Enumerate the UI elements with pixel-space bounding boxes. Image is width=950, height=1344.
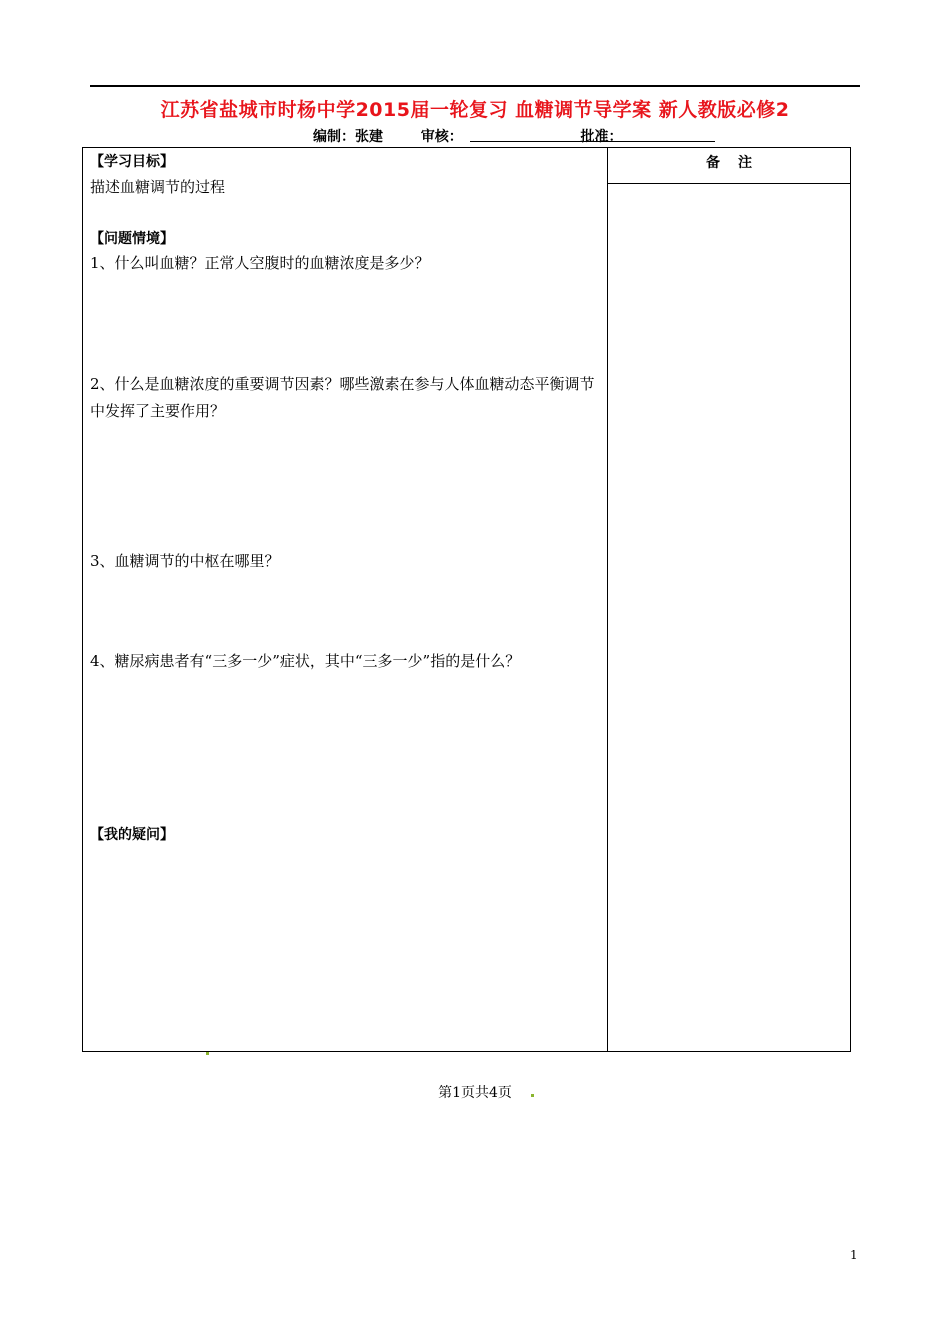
speck-mark: [531, 1094, 534, 1097]
objectives-text: 描述血糖调节的过程: [90, 178, 226, 196]
credits-line: [313, 126, 623, 146]
compiler-label: 编制：张建: [313, 129, 383, 145]
page-info: 第1页共4页: [438, 1085, 512, 1101]
page-footer: [0, 1082, 950, 1102]
credits-underline: [470, 141, 715, 142]
question-2: 2、什么是血糖浓度的重要调节因素？哪些激素在参与人体血糖动态平衡调节中发挥了主要作用？: [90, 375, 595, 420]
question-4: 4、糖尿病患者有“三多一少”症状，其中“三多一少”指的是什么？: [90, 652, 521, 670]
my-questions-heading: 【我的疑问】: [90, 827, 174, 843]
objectives-heading: 【学习目标】: [90, 154, 174, 170]
reviewer-label: 审核：: [420, 129, 463, 145]
approver-label: 批准：: [580, 129, 623, 145]
page-number: 1: [850, 1248, 858, 1262]
notes-column-header: 备注: [706, 155, 770, 171]
column-divider: [607, 147, 608, 1052]
question-1: 1、什么叫血糖？正常人空腹时的血糖浓度是多少？: [90, 254, 430, 272]
top-rule: [90, 85, 860, 87]
notes-header-rule: [607, 183, 851, 184]
speck-mark: [206, 1052, 209, 1055]
document-title: 江苏省盐城市时杨中学2015届一轮复习 血糖调节导学案 新人教版必修2: [160, 99, 790, 121]
worksheet-table: [82, 147, 851, 1052]
problems-heading: 【问题情境】: [90, 231, 174, 247]
question-3: 3、血糖调节的中枢在哪里？: [90, 552, 280, 570]
